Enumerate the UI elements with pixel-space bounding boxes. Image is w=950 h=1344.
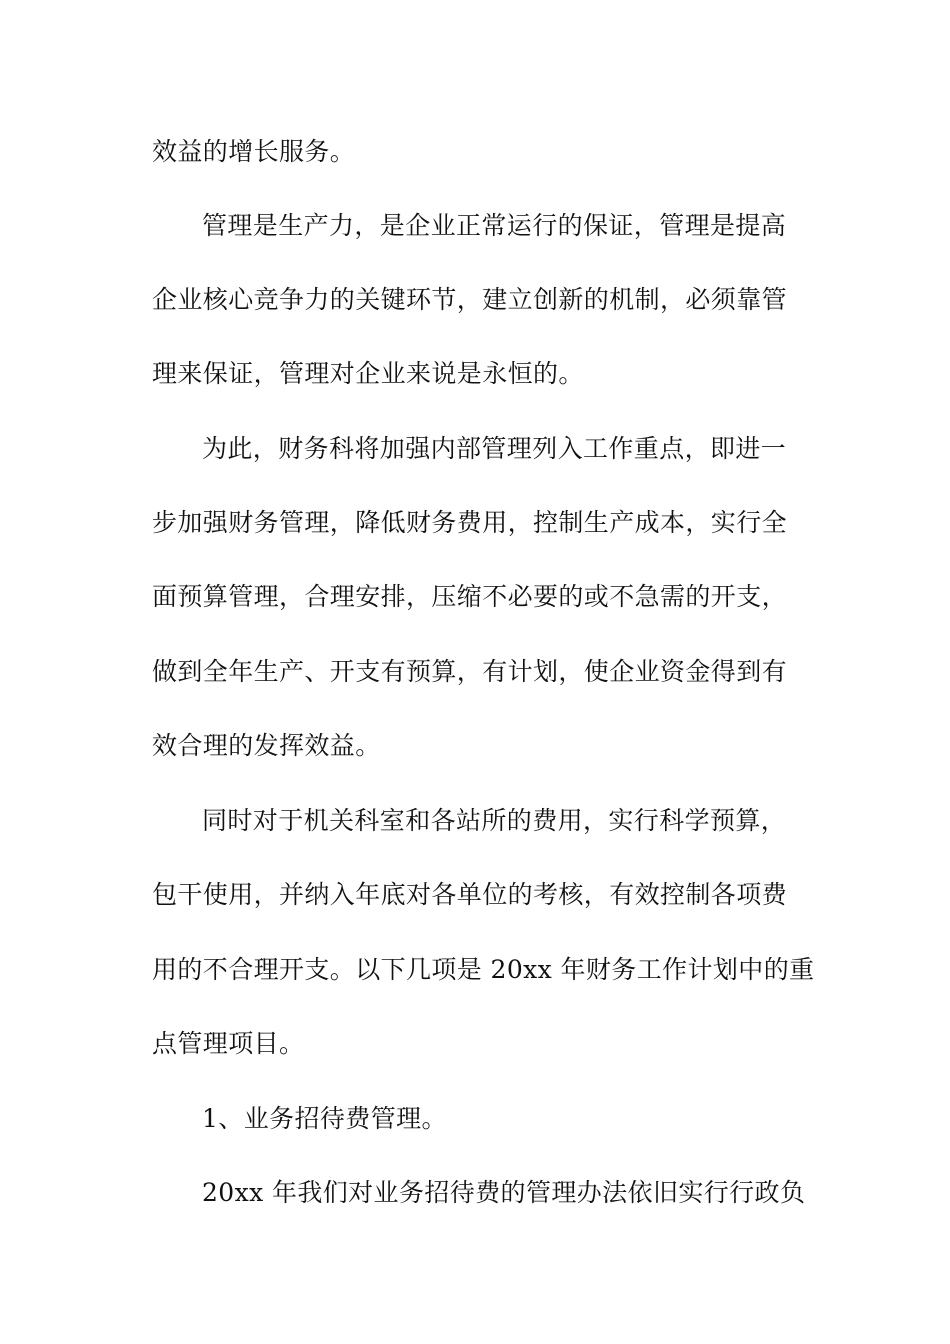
paragraph-line: 为此，财务科将加强内部管理列入工作重点，即进一 [202, 434, 787, 463]
paragraph-line: 同时对于机关科室和各站所的费用，实行科学预算， [202, 806, 787, 835]
paragraph-line: 点管理项目。 [152, 1029, 305, 1058]
paragraph-line: 做到全年生产、开支有预算，有计划，使企业资金得到有 [152, 657, 788, 686]
paragraph-line: 步加强财务管理，降低财务费用，控制生产成本，实行全 [152, 508, 788, 537]
paragraph-line: 用的不合理开支。以下几项是 20xx 年财务工作计划中的重 [152, 955, 815, 984]
paragraph-line: 效合理的发挥效益。 [152, 731, 381, 760]
paragraph-line: 包干使用，并纳入年底对各单位的考核，有效控制各项费 [152, 880, 788, 909]
paragraph-line: 20xx 年我们对业务招待费的管理办法依旧实行行政负 [202, 1178, 806, 1207]
paragraph-line: 面预算管理，合理安排，压缩不必要的或不急需的开支， [152, 582, 788, 611]
paragraph-line: 企业核心竞争力的关键环节，建立创新的机制，必须靠管 [152, 285, 788, 314]
paragraph-line: 效益的增长服务。 [152, 137, 356, 166]
list-item-heading: 1、业务招待费管理。 [202, 1104, 447, 1133]
paragraph-line: 理来保证，管理对企业来说是永恒的。 [152, 359, 584, 388]
paragraph-line: 管理是生产力，是企业正常运行的保证，管理是提高 [202, 211, 787, 240]
